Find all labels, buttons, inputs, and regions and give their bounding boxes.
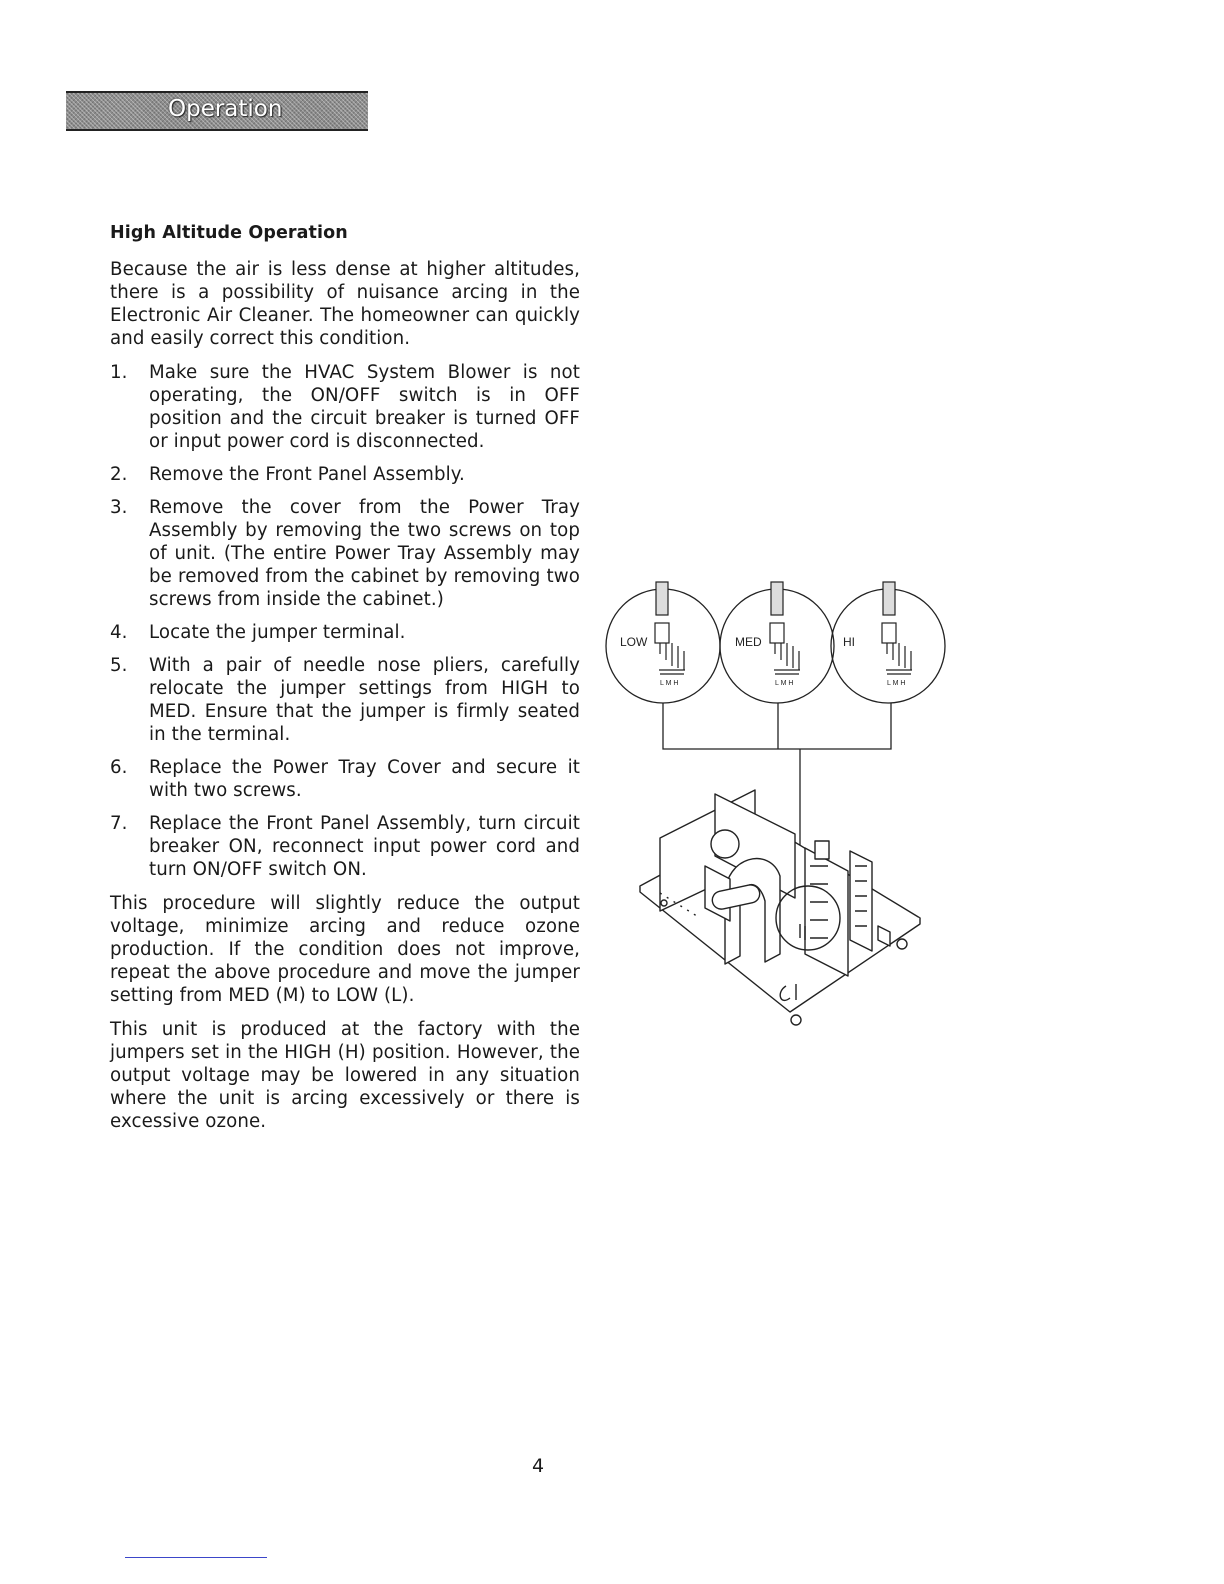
step-item [110, 463, 580, 486]
main-content [110, 222, 580, 1144]
med-label: MED [735, 635, 762, 649]
step-text: Replace the Power Tray Cover and secure it with two screws. [149, 757, 580, 801]
step-text: Replace the Front Panel Assembly, turn circuit breaker ON, reconnect input power cord and turn ON/OFF switch ON. [149, 813, 580, 880]
power-tray-assembly-illustration [640, 790, 920, 1025]
step-item [110, 812, 580, 881]
jumper-diagram [600, 566, 950, 1038]
step-number: 3. [110, 497, 128, 518]
hi-label: HI [843, 635, 855, 649]
step-number: 4. [110, 622, 128, 643]
step-text: Locate the jumper terminal. [149, 622, 406, 643]
outro-paragraph-2: This unit is produced at the factory with the jumpers set in the HIGH (H) position. However, the output voltage may be lowered in any situation where the unit is arcing excessively or there is excessive ozone. [110, 1019, 580, 1132]
low-label: LOW [620, 635, 648, 649]
section-title: Operation [168, 96, 283, 122]
med-pin-labels: L M H [775, 680, 794, 687]
page-number: 4 [532, 1455, 545, 1477]
low-pin-labels: L M H [660, 680, 679, 687]
step-number: 6. [110, 757, 128, 778]
section-heading: High Altitude Operation [110, 223, 348, 243]
hi-jumper-terminal-icon [882, 582, 912, 674]
step-number: 2. [110, 464, 128, 485]
low-jumper-terminal-icon [655, 582, 685, 674]
step-item [110, 361, 580, 453]
outro-paragraph-1: This procedure will slightly reduce the output voltage, minimize arcing and reduce ozone production. If the condition does not improve, repeat the above procedure and move the jumper setting from MED (M) to LOW (L). [110, 893, 580, 1006]
step-item [110, 496, 580, 611]
step-text: With a pair of needle nose pliers, carefully relocate the jumper settings from HIGH to MED. Ensure that the jumper is firmly seated in the terminal. [149, 655, 580, 745]
step-number: 5. [110, 655, 128, 676]
step-text: Remove the Front Panel Assembly. [149, 464, 465, 485]
step-number: 1. [110, 362, 128, 383]
med-jumper-terminal-icon [770, 582, 800, 674]
step-text: Make sure the HVAC System Blower is not operating, the ON/OFF switch is in OFF position and the circuit breaker is turned OFF or input power cord is disconnected. [149, 362, 580, 452]
footer-rule [125, 1557, 267, 1558]
step-item [110, 654, 580, 746]
intro-paragraph: Because the air is less dense at higher altitudes, there is a possibility of nuisance arcing in the Electronic Air Cleaner. The homeowner can quickly and easily correct this condition. [110, 259, 580, 349]
step-item [110, 756, 580, 802]
procedure-steps [110, 361, 580, 881]
hi-pin-labels: L M H [887, 680, 906, 687]
step-text: Remove the cover from the Power Tray Assembly by removing the two screws on top of unit. (The entire Power Tray Assembly may be removed from the cabinet by removing two screws from inside the cabinet.) [149, 497, 580, 610]
step-number: 7. [110, 813, 128, 834]
step-item [110, 621, 580, 644]
section-banner [66, 91, 368, 131]
